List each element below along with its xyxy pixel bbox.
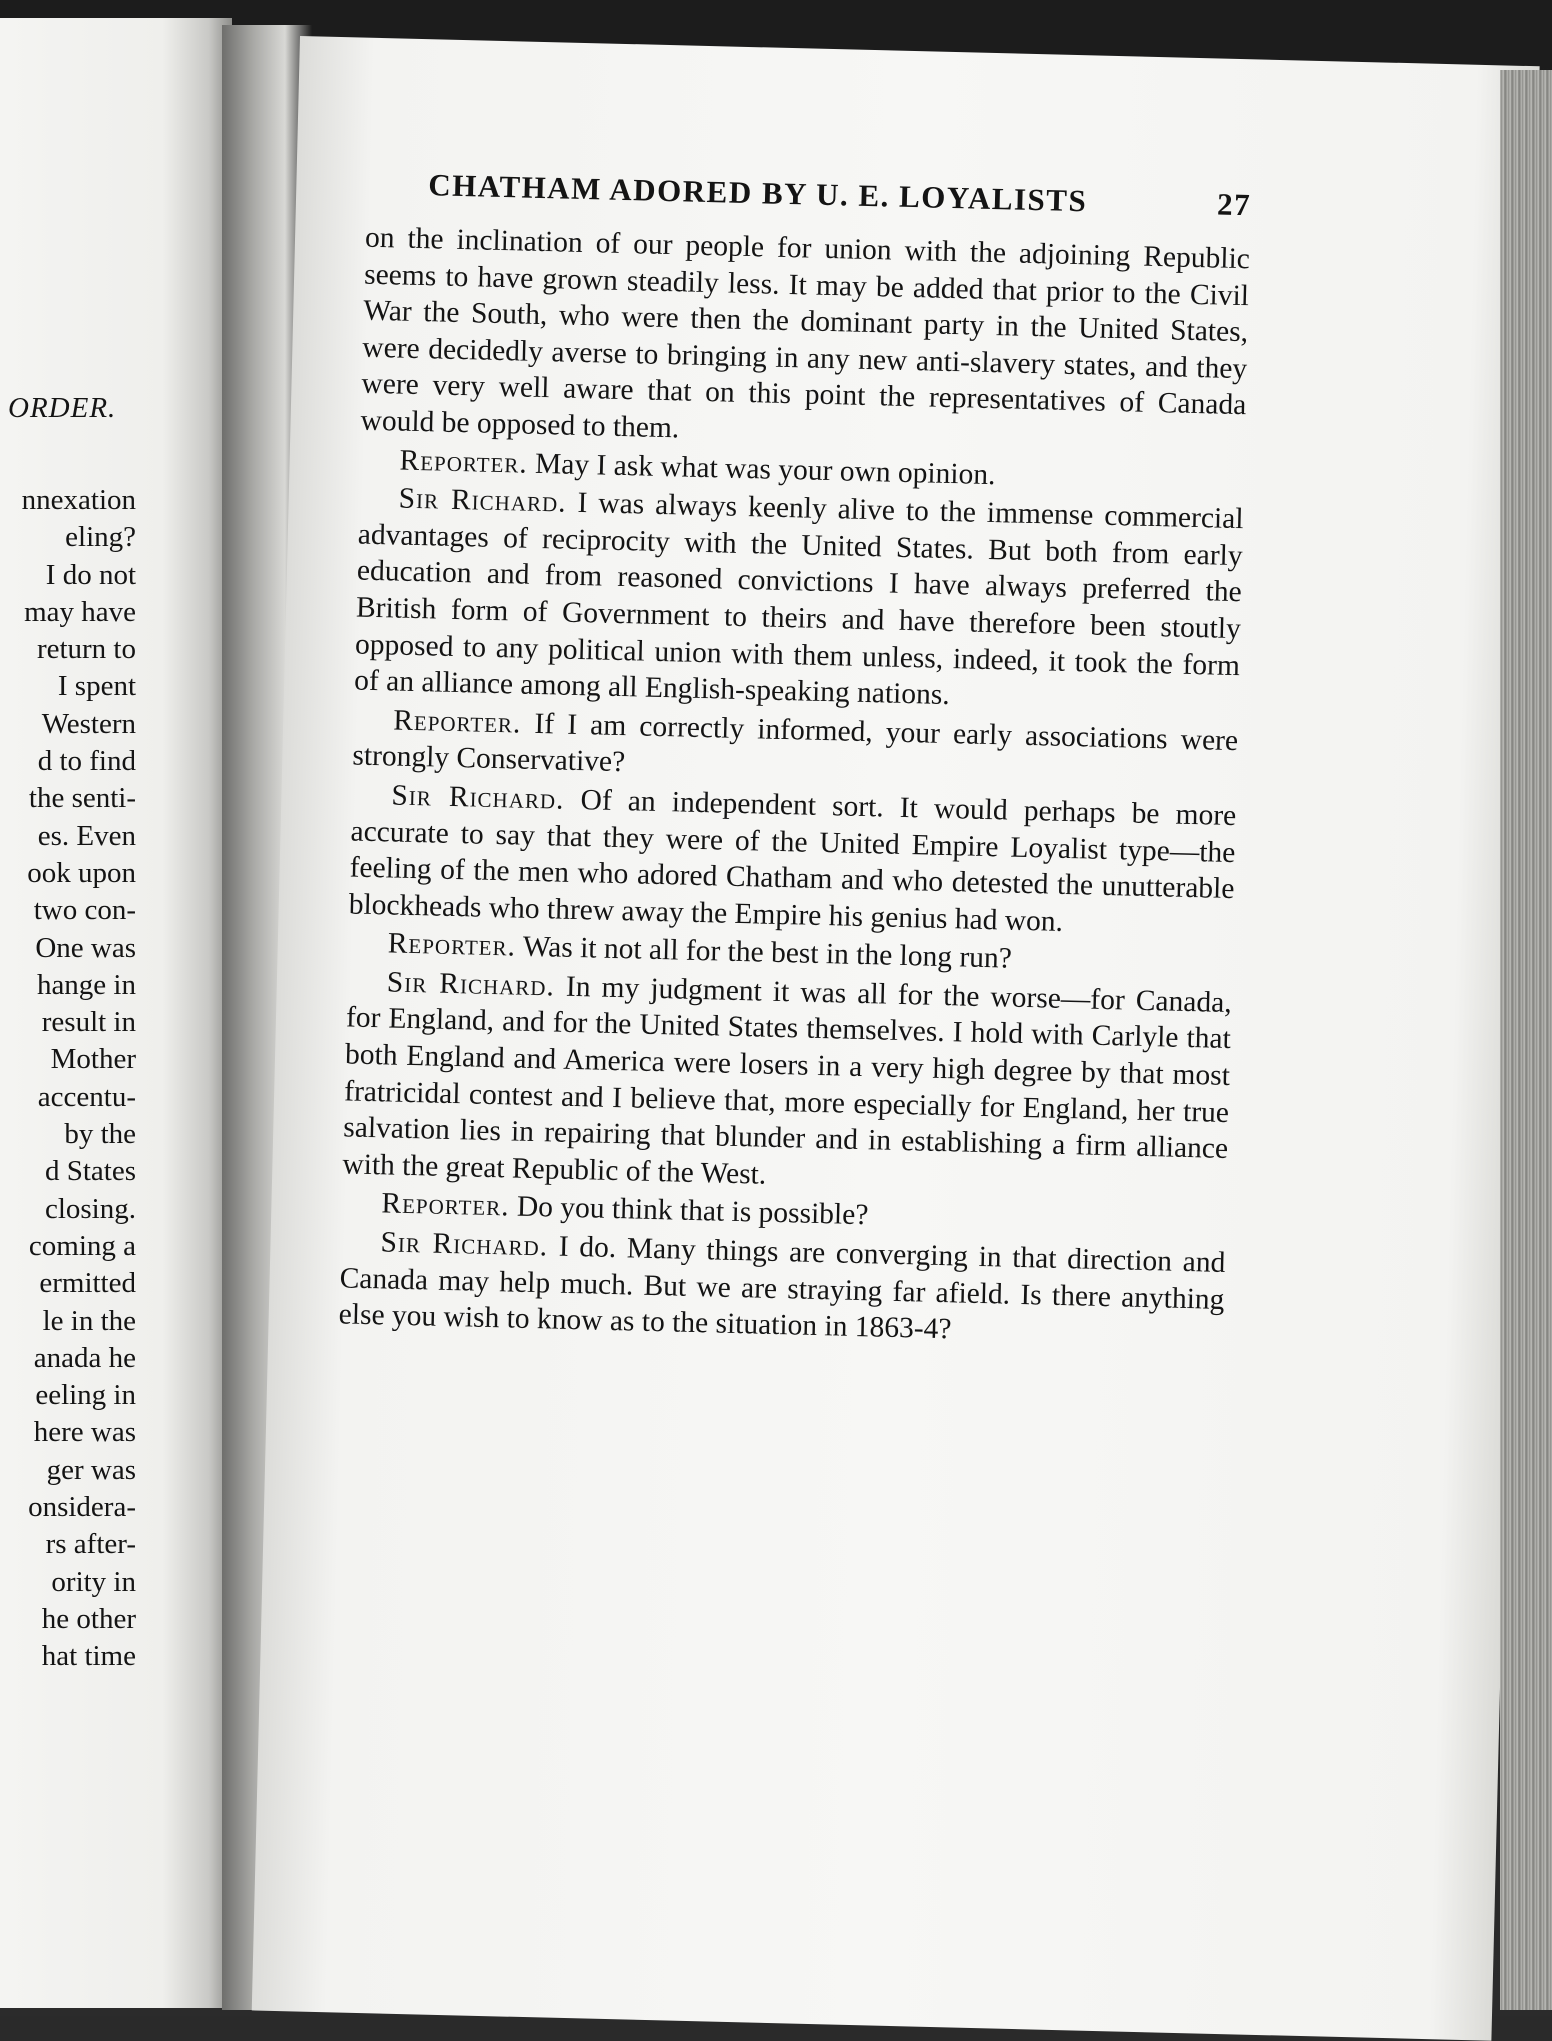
left-page-line: he other <box>41 1602 136 1635</box>
left-page-line: ority in <box>51 1565 136 1598</box>
left-page-line: the senti- <box>28 782 136 815</box>
paragraph-text: I do. Many things are converging in that direction and Canada may help much. But we are straying far afield. Is there anything else you wish to know as to the situation in 1863-4? <box>338 1230 1226 1346</box>
paragraph-text: In my judgment it was all for the worse—for Canada, for England, and for the United States themselves. I hold with Carlyle that both England and America were losers in a very high degree by that most fratricidal contest and I believe that, more especially for England, her true salvation lies in repairing that blunder and in establishing a firm alliance with the great Republic of the West. <box>342 970 1233 1191</box>
speaker-label: Sir Richard. <box>380 1226 549 1263</box>
left-page-line: hat time <box>41 1640 136 1673</box>
paragraph <box>342 963 1232 1204</box>
left-page-line: two con- <box>33 894 136 927</box>
left-page-line: rs after- <box>45 1528 136 1561</box>
paragraph-text: Do you think that is possible? <box>516 1191 869 1232</box>
left-page-line: onsidera- <box>28 1491 136 1524</box>
left-page-line: Mother <box>50 1043 136 1076</box>
running-head-title: CHATHAM ADORED BY U. E. LOYALISTS <box>427 167 1088 219</box>
left-page-line: I spent <box>57 670 136 703</box>
speaker-label: Sir Richard. <box>398 482 568 519</box>
paragraph-text: I was always keenly alive to the immense commercial advantages of reciprocity with the United States. But both from early education and from reasoned convictions I have always preferred the British form of Government to theirs and have therefore been stoutly opposed to any political union with them unless, indeed, it took the form of an alliance among all English-speaking nations. <box>353 487 1244 712</box>
left-page-line: hange in <box>36 968 136 1001</box>
left-page-line: may have <box>24 595 136 628</box>
left-page-line: es. Even <box>37 819 136 852</box>
speaker-label: Reporter. <box>381 1187 510 1223</box>
left-page-line: nnexation <box>21 484 136 516</box>
speaker-label: Reporter. <box>399 444 529 480</box>
left-page-heading: ORDER. <box>8 392 117 424</box>
left-page-line: accentu- <box>37 1080 136 1113</box>
left-page-line: ger was <box>46 1453 136 1486</box>
left-page-line: anada he <box>33 1341 136 1374</box>
left-page-line: d to find <box>37 745 136 778</box>
left-page-line: here was <box>33 1416 136 1449</box>
paragraph-text: Of an independent sort. It would perhaps be more accurate to say that they were of the United Empire Loyalist type—the feeling of the men who adored Chatham and who detested the unutterable blockheads who threw away the Empire his genius had won. <box>348 783 1237 938</box>
left-page-line: result in <box>41 1006 136 1039</box>
page-edges <box>1500 70 1552 2010</box>
right-page <box>252 36 1540 2041</box>
left-page-line: coming a <box>28 1229 136 1262</box>
page-content <box>338 166 1251 1355</box>
paragraph <box>360 220 1250 461</box>
paragraph <box>354 480 1244 721</box>
left-page-line: le in the <box>42 1304 136 1337</box>
body-text <box>338 220 1250 1355</box>
paragraph-text: Was it not all for the best in the long run? <box>522 931 1013 975</box>
left-page-line: One was <box>35 931 136 964</box>
left-page <box>0 18 232 2008</box>
speaker-label: Sir Richard. <box>391 779 565 816</box>
left-page-line: d States <box>44 1155 136 1188</box>
left-page-text <box>0 482 136 1676</box>
speaker-label: Sir Richard. <box>386 966 556 1003</box>
left-page-line: eling? <box>65 521 136 554</box>
speaker-label: Reporter. <box>387 927 517 963</box>
paragraph-text: May I ask what was your own opinion. <box>534 447 996 491</box>
left-page-line: ermitted <box>39 1267 136 1300</box>
paragraph <box>348 776 1236 944</box>
paragraph <box>338 1223 1225 1354</box>
speaker-label: Reporter. <box>392 704 522 740</box>
left-page-line: ook upon <box>27 856 136 889</box>
left-page-line: eeling in <box>35 1379 136 1412</box>
left-page-line: I do not <box>45 558 136 591</box>
left-page-line: return to <box>36 633 136 666</box>
paragraph-text: If I am correctly informed, your early associations were strongly Conservative? <box>352 707 1239 779</box>
page-number: 27 <box>1216 186 1252 223</box>
left-page-line: Western <box>41 707 136 740</box>
paragraph-text: on the inclination of our people for union with the adjoining Republic seems to have grown steadily less. It may be added that prior to the Civil War the South, who were then the dominant party in the United States, were decidedly averse to bringing in any new anti-slavery states, and they were very well aware that on this point the representatives of Canada would be opposed to them. <box>360 221 1251 445</box>
left-page-line: by the <box>64 1118 136 1151</box>
left-page-line: closing. <box>44 1192 136 1225</box>
